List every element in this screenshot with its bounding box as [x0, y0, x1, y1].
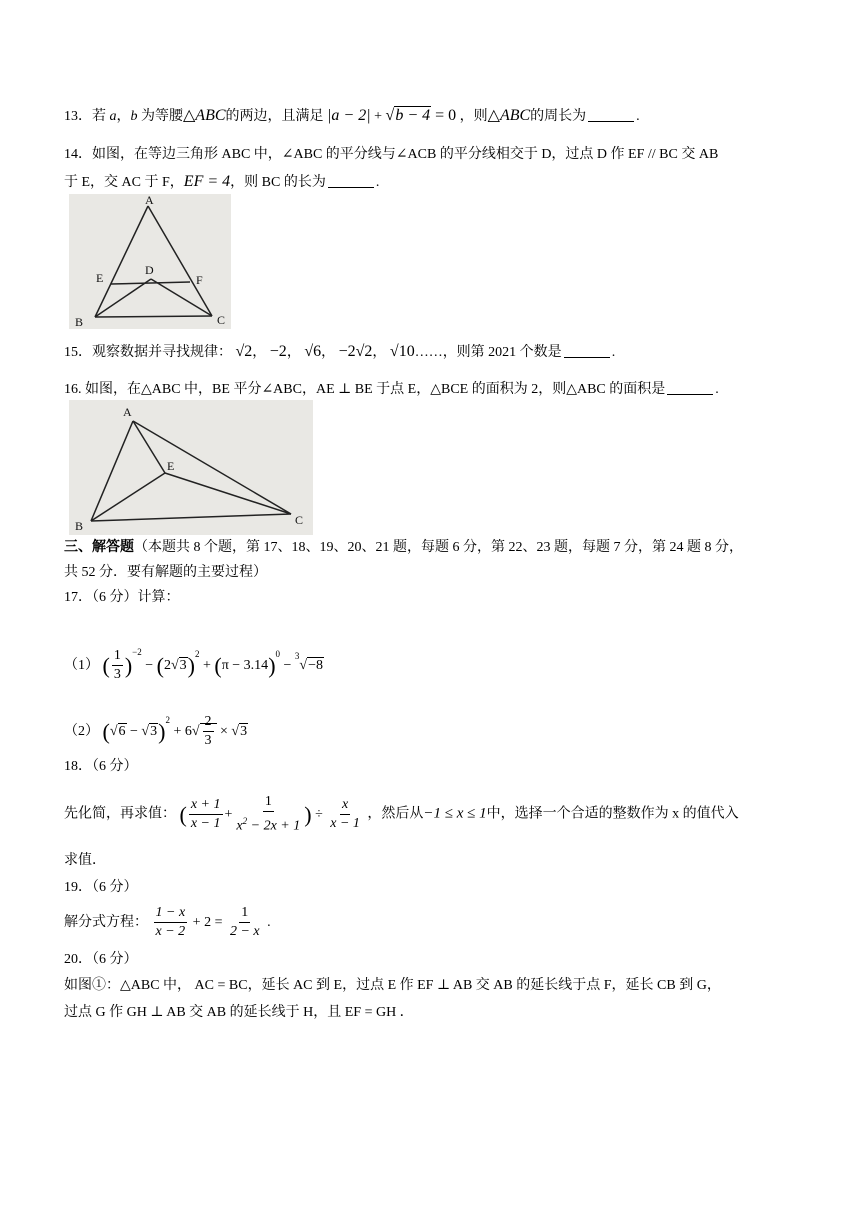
figure-14-svg	[69, 194, 231, 329]
fig14-label-a: A	[145, 194, 154, 207]
fig14-label-f: F	[196, 273, 203, 287]
answer-blank	[328, 173, 374, 188]
q18-expression: ( $\frac{x + 1}{x - 1}$ + $\frac{1}{x^2 - 2x + 1}$ ) ÷ $\frac{x}{x - 1}$	[179, 794, 360, 834]
figure-16	[69, 400, 313, 535]
q15-term-4: −2√2	[338, 343, 373, 360]
q14-text-a: 于 E，交 AC 于 F，	[64, 175, 184, 190]
section-3-header	[64, 538, 743, 558]
question-17-part-1	[64, 632, 324, 686]
q19-text: 解分式方程：	[64, 915, 148, 930]
figure-16-svg	[69, 400, 313, 535]
q17-part2-expr: $(√6 - √3)^2 + 6√$ $\frac{2}{3}$ × √3	[102, 714, 248, 749]
figure-14	[69, 194, 231, 329]
q13-sep: ，	[116, 109, 131, 124]
fig14-label-c: C	[217, 313, 226, 327]
q13-abs-expr: |a − 2|	[327, 107, 371, 124]
fig16-label-a: A	[123, 405, 132, 419]
q14-text-b: ，则 BC 的长为	[230, 175, 326, 190]
q13-triangle: △ABC	[183, 107, 226, 124]
question-15: 15．观察数据并寻找规律： √2， −2， √6， −2√2， √10……，则第 2021 个数是 .	[64, 343, 616, 360]
q18-text-b: ，然后从	[367, 806, 424, 822]
q17-part1-label: （1）	[64, 658, 99, 673]
q13-plus: +	[370, 109, 386, 124]
question-18-head: 18．（6 分）	[64, 759, 138, 774]
q13-triangle-2: △ABC	[487, 107, 531, 124]
q18-text-a: 先化简，再求值：	[64, 806, 176, 822]
fig16-label-b: B	[75, 519, 84, 533]
q15-prefix: 15．观察数据并寻找规律：	[64, 345, 232, 360]
q13-var-a: a	[109, 109, 117, 124]
question-14-line2	[64, 172, 379, 193]
q13-mid2: 的两边，且满足	[225, 109, 324, 124]
answer-blank	[564, 343, 610, 358]
q13-suffix2: 的周长为	[530, 109, 587, 124]
question-16	[64, 380, 719, 400]
section-3-title: 三、解答题	[64, 540, 134, 555]
q16-text: 16. 如图，在△ABC 中，BE 平分∠ABC，AE ⊥ BE 于点 E，△BCE 的面积为 2，则△ABC 的面积是	[64, 382, 666, 397]
q17-part1-expr: ( $\frac{1}{3}$ )$^{-2} - (2√3)^2 + (\pi - 3.14)^0 - ^3√-8$	[102, 647, 324, 683]
question-20-head: 20．（6 分）	[64, 952, 138, 967]
q13-sqrt-expr: b − 4	[395, 107, 431, 124]
question-18-end: 求值．	[64, 853, 106, 868]
q13-mid: 为等腰	[141, 109, 183, 124]
fig14-label-e: E	[96, 271, 104, 285]
question-18-body	[64, 793, 739, 836]
question-19-body	[64, 903, 271, 943]
answer-blank	[667, 380, 713, 395]
answer-blank	[588, 107, 634, 122]
fig16-label-e: E	[167, 459, 175, 473]
q15-dots: ……	[414, 345, 443, 360]
fig14-label-b: B	[75, 315, 84, 329]
q15-suffix: ，则第 2021 个数是	[442, 345, 562, 360]
q15-term-3: √6	[304, 343, 322, 360]
question-17-part-2	[64, 700, 248, 752]
question-20-line2: 过点 G 作 GH ⊥ AB 交 AB 的延长线于 H，且 EF = GH ．	[64, 1005, 414, 1020]
q14-equation: EF = 4	[183, 173, 231, 190]
question-14-line1: 14．如图，在等边三角形 ABC 中，∠ABC 的平分线与∠ACB 的平分线相交于 D，过点 D 作 EF // BC 交 AB	[64, 147, 719, 162]
question-13: 13．若 a，b 为等腰△ABC的两边，且满足 |a − 2| + √b − 4 = 0 ，则△ABC的周长为 .	[64, 107, 640, 124]
q14-end: .	[375, 175, 380, 190]
q15-term-2: −2	[269, 343, 287, 360]
fig16-label-c: C	[295, 513, 304, 527]
q18-range: −1 ≤ x ≤ 1	[423, 805, 487, 822]
q13-var-b: b	[130, 109, 138, 124]
section-3-desc1: （本题共 8 个题，第 17、18、19、20、21 题，每题 6 分，第 22、23 题，每题 7 分，第 24 题 8 分，	[134, 540, 743, 555]
q17-part2-label: （2）	[64, 724, 99, 739]
fig14-label-d: D	[145, 263, 154, 277]
q15-end: .	[611, 345, 616, 360]
section-3-desc2: 共 52 分．要有解题的主要过程）	[64, 565, 267, 580]
q18-text-c: 中，选择一个合适的整数作为 x 的值代入	[486, 806, 739, 822]
q13-prefix: 13．若	[64, 109, 106, 124]
question-20-line1: 如图①：△ABC 中， AC = BC，延长 AC 到 E，过点 E 作 EF ⊥ AB 交 AB 的延长线于点 F，延长 CB 到 G，	[64, 978, 721, 993]
question-17-head: 17．（6 分）计算：	[64, 590, 180, 605]
q15-term-1: √2	[235, 343, 253, 360]
q15-term-5: √10	[389, 343, 415, 360]
q13-suffix1: ，则	[459, 109, 488, 124]
question-19-head: 19．（6 分）	[64, 880, 138, 895]
q16-end: .	[715, 382, 719, 397]
q13-eq: = 0	[431, 107, 457, 124]
q13-end: .	[636, 109, 640, 124]
q19-equation: $\frac{1 - x}{x - 2}$ + 2 = $\frac{1}{2 - x}$ .	[155, 905, 271, 940]
